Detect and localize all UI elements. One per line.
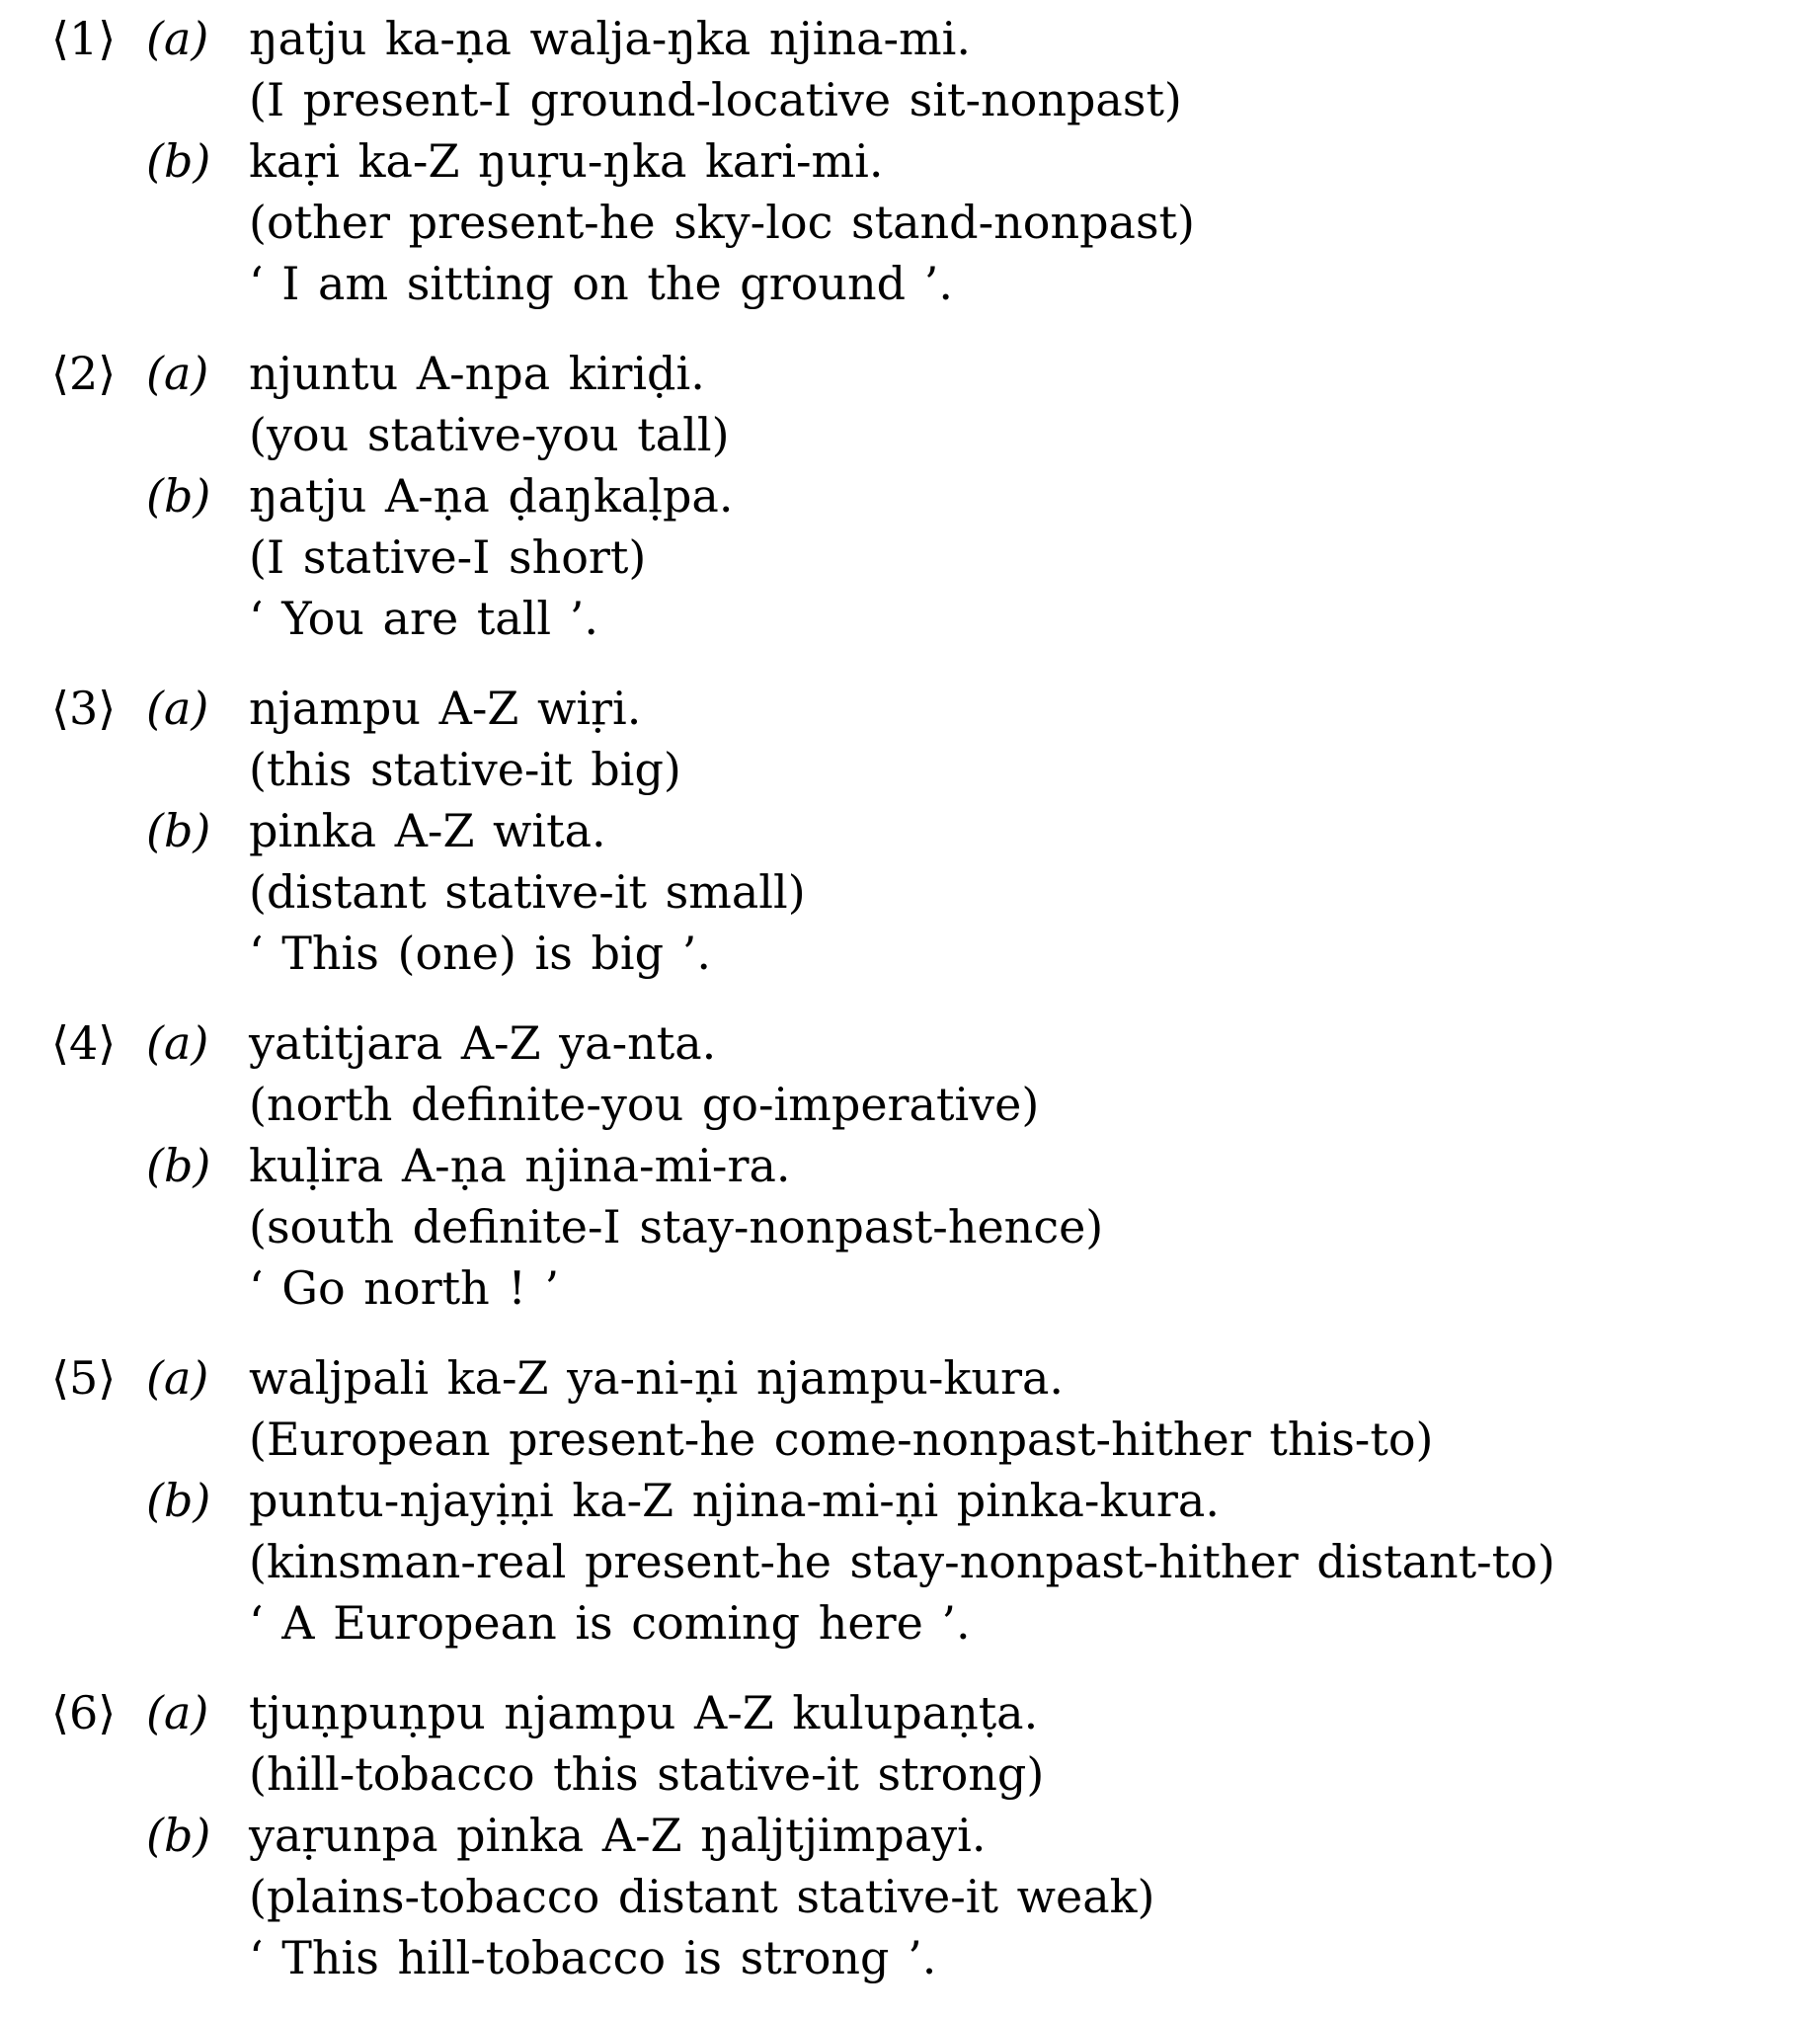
object-language-line: kuḷira A-ṇa njina-mi-ra. — [249, 1139, 791, 1192]
example-number: ⟨5⟩ — [51, 1351, 117, 1405]
subexample-label: (a) — [146, 12, 209, 65]
translation-line: ‘ I am sitting on the ground ’. — [249, 257, 953, 310]
gloss-line: (other present-he sky-loc stand-nonpast) — [249, 196, 1195, 249]
translation-line: ‘ This hill-tobacco is strong ’. — [249, 1931, 937, 1984]
gloss-line: (plains-tobacco distant stative-it weak) — [249, 1870, 1155, 1923]
example-number: ⟨4⟩ — [51, 1016, 117, 1070]
subexample-label: (a) — [146, 1351, 209, 1405]
subexample-label: (b) — [146, 1809, 211, 1862]
linguistic-example — [51, 678, 1790, 984]
subexample-label: (b) — [146, 469, 211, 523]
object-language-line: tjuṇpuṇpu njampu A-Z kulupaṇṭa. — [249, 1686, 1039, 1739]
object-language-line: ŋatju A-ṇa ḍaŋkaḷpa. — [249, 469, 734, 523]
gloss-line: (you stative-you tall) — [249, 408, 730, 461]
object-language-line: waljpali ka-Z ya-ni-ṇi njampu-kura. — [249, 1351, 1064, 1405]
object-language-line: yatitjara A-Z ya-nta. — [249, 1016, 717, 1070]
gloss-line: (hill-tobacco this stative-it strong) — [249, 1747, 1045, 1801]
subexample-label: (a) — [146, 1016, 209, 1070]
linguistic-example — [51, 1347, 1790, 1654]
translation-line: ‘ This (one) is big ’. — [249, 927, 711, 980]
gloss-line: (European present-he come-nonpast-hither this-to) — [249, 1413, 1434, 1466]
gloss-line: (south definite-I stay-nonpast-hence) — [249, 1200, 1104, 1253]
object-language-line: pinka A-Z wita. — [249, 804, 606, 857]
subexample-label: (a) — [146, 347, 209, 400]
example-number: ⟨6⟩ — [51, 1686, 117, 1739]
object-language-line: ŋatju ka-ṇa walja-ŋka njina-mi. — [249, 12, 971, 65]
linguistic-example — [51, 1682, 1790, 1988]
example-number: ⟨1⟩ — [51, 12, 117, 65]
object-language-line: kaṛi ka-Z ŋuṛu-ŋka kari-mi. — [249, 134, 884, 188]
translation-line: ‘ A European is coming here ’. — [249, 1596, 971, 1650]
linguistic-example — [51, 343, 1790, 649]
gloss-line: (I present-I ground-locative sit-nonpast) — [249, 73, 1182, 126]
gloss-line: (I stative-I short) — [249, 530, 647, 584]
gloss-line: (north definite-you go-imperative) — [249, 1078, 1040, 1131]
linguistic-example — [51, 1012, 1790, 1319]
object-language-line: njuntu A-npa kiriḍi. — [249, 347, 705, 400]
object-language-line: puntu-njayịṇi ka-Z njina-mi-ṇi pinka-kura. — [249, 1474, 1220, 1527]
gloss-line: (this stative-it big) — [249, 743, 681, 796]
subexample-label: (b) — [146, 1474, 211, 1527]
document-page — [51, 8, 1790, 1988]
example-number: ⟨3⟩ — [51, 682, 117, 735]
subexample-label: (b) — [146, 134, 211, 188]
subexample-label: (b) — [146, 1139, 211, 1192]
object-language-line: njampu A-Z wiṛi. — [249, 682, 642, 735]
translation-line: ‘ You are tall ’. — [249, 592, 599, 645]
example-number: ⟨2⟩ — [51, 347, 117, 400]
translation-line: ‘ Go north ! ’ — [249, 1261, 560, 1315]
gloss-line: (kinsman-real present-he stay-nonpast-hither distant-to) — [249, 1535, 1555, 1588]
subexample-label: (b) — [146, 804, 211, 857]
linguistic-example — [51, 8, 1790, 314]
subexample-label: (a) — [146, 1686, 209, 1739]
subexample-label: (a) — [146, 682, 209, 735]
gloss-line: (distant stative-it small) — [249, 865, 806, 919]
object-language-line: yaṛunpa pinka A-Z ŋaljtjimpayi. — [249, 1809, 987, 1862]
